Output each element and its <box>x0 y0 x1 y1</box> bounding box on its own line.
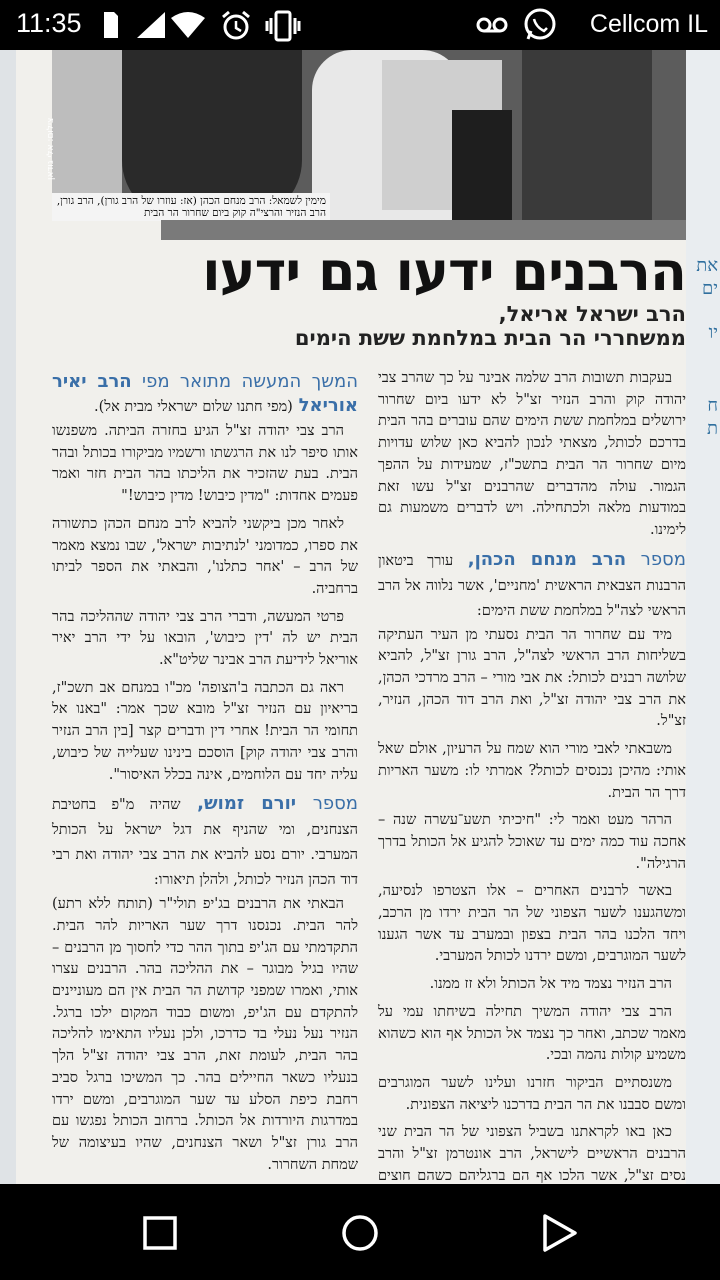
newspaper-page <box>16 50 686 1184</box>
voicemail-icon <box>476 15 508 35</box>
home-button[interactable] <box>335 1208 385 1258</box>
adjacent-page-edge: את ים יו ח ת <box>686 50 720 1184</box>
paragraph: ראה גם הכתבה ב'הצופה' מכ"ו במנחם אב תשכ"ז, בריאיון עם הנזיר זצ"ל מובא שכך אמר: "באנו אל תחומי הר הבית! אחרי דין ודברים קצר [בין הרב הנזיר והרב צבי יהודה קוק] הוסכם בינינו שעלייה של כיבוש, עליה יחד עם הלוחמים, אינה בכלל האיסור". <box>52 679 358 783</box>
article-headline: הרבנים ידעו גם ידעו <box>202 240 686 303</box>
status-bar <box>0 0 720 50</box>
signal-icon <box>135 10 167 40</box>
paragraph: הרב צבי יהודה המשיך תחילה בשיחתו עמי על מאמר שכתב, ואחר כך נצמד אל הכותל אף הוא כשהוא משמיע קולות נהמה ובכי. <box>378 1003 686 1064</box>
paragraph: פרטי המעשה, ודברי הרב צבי יהודה שההליכה בהר הבית יש לה 'דין כיבוש', הובאו על ידי הרב יאיר אוריאל לידיעת הרב אבינר שליט"א. <box>52 608 358 669</box>
clock: 11:35 <box>16 8 82 38</box>
paragraph: הרב הנזיר נצמד מיד אל הכותל ולא זז ממנו. <box>429 976 672 993</box>
wifi-icon <box>170 10 206 40</box>
vibrate-icon <box>264 10 302 42</box>
paragraph: הבאתי את הרבנים בג'יפ תולי"ר (תותח ללא רתע) להר הבית. נכנסנו דרך שער האריות להר הבית. התקדמתי עם הג'יפ בתוך ההר כדי לחסוך מן הרבנים – שהיו בגיל מבוגר – את ההליכה בהר. הרבנים עצרו אותי, ואמרו שמפני קדושת הר הבית אין הם מעוניינים להתקדם עם הג'יפ, ומשום כבוד המקום ילכו ברגל. הנזיר נעל נעלי בד כדרכו, ולכן נעליו התאימו להליכה בהר הבית, לעומת זאת, הרב צבי יהודה זצ"ל הלך בנעליו כשאר החיילים בהר. כך המשיכו ברגל סביב רחבת כיפת הסלע עד שער המוגרבים, ומשם ירדו במדרגות היורדות אל הכותל. ברחוב הכותל נפגשו עם הרב גורן זצ"ל ושאר הצנחנים, שהיו בעיצומה של שמחת השחרור. <box>52 896 358 1173</box>
headline-divider <box>161 220 686 240</box>
paragraph: מיד עם שחרור הר הבית נסעתי מן העיר העתיקה בשליחות הרב הראשי לצה"ל, הרב גורן זצ"ל, להביא שלושה רבנים לכותל: את אבי מורי – הרב מרדכי הכהן, את הרב צבי יהודה זצ"ל, ואת הרב דוד הכהן, הנזיר, זצ"ל. <box>378 626 686 730</box>
article-column-left <box>52 368 358 1182</box>
paragraph: הרב צבי יהודה זצ"ל הגיע בחזרה הביתה. משפנשו אותו סיפר לנו את הרגשתו ורשמיו מביקורו בכותל ובהר הבית. בעת שהזכיר את הליכתו בהר הבית חזר ואמר פעמים אחדות: "מדין כיבוש! מדין כיבוש!" <box>52 423 358 505</box>
byline-author: הרב ישראל אריאל, <box>498 302 686 326</box>
paragraph: הרהר מעט ואמר לי: "חיכיתי תשע־עשרה שנה – אחכה עוד כמה ימים עד שאוכל להגיע אל הכותל בדרך הרגילה". <box>378 812 686 872</box>
photo-caption: מימין לשמאל: הרב מנחם הכהן (אז: עוזרו של הרב גורן), הרב גורן, הרב הנזיר והרצי"ה קוק ביום שחרור הר הבית <box>52 193 330 221</box>
paragraph: משבאתי לאבי מורי הוא שמח על הרעיון, אולם שאל אותי: מהיכן נכנסים לכותל? אמרתי לו: משער האריות דרך הר הבית. <box>378 741 686 801</box>
paragraph: באשר לרבנים האחרים – אלו הצטרפו לנסיעה, ומשהגענו לשער הצפוני של הר הבית ירדו מן הרכב, ויחד הלכנו בהר הבית בצפון ובמערב עד אשר הגענו לשער המוגרבים, ומשם ירדנו לכותל המערבי. <box>378 883 686 965</box>
paragraph: לאחר מכן ביקשני להביא לרב מנחם הכהן כתשורה את ספרו, כמדומני 'לנתיבות ישראל', שבו נמצא מאמר של הרב – 'אחר כתלנו', והבאתי את הספר לביתו ברחביה. <box>52 515 358 597</box>
whatsapp-icon <box>522 7 558 43</box>
alarm-icon <box>220 10 252 42</box>
navigation-bar <box>0 1184 720 1280</box>
sd-card-icon <box>100 10 120 40</box>
section-heading: מספר הרב מנחם הכהן, עורך ביטאון הרבנות הצבאית הראשית 'מחניים', אשר נלווה אל הרב הראשי לצה"ל במלחמת ששת הימים: <box>378 548 686 619</box>
section-heading: המשך המעשה מתואר מפי הרב יאיר אוריאל (מפי חתנו שלום ישראלי מבית אל). <box>52 371 358 416</box>
section-heading: מספר יורם זמוש, שהיה מ"פ בחטיבת הצנחנים, ומי שהניף את דגל ישראל על הכותל המערבי. יורם נסע להביא את הרב צבי יהודה ואת רבי דוד הכהן הנזיר לכותל, ולהלן תיאורו: <box>52 793 358 889</box>
recents-button[interactable] <box>135 1208 185 1258</box>
byline-description: ממשחררי הר הבית במלחמת ששת הימים <box>294 326 686 350</box>
article-column-right <box>378 368 686 1215</box>
back-button[interactable] <box>535 1208 585 1258</box>
carrier-name: Cellcom IL <box>589 10 708 38</box>
paragraph: בעקבות תשובות הרב שלמה אבינר על כך שהרב צבי יהודה קוק והרב הנזיר זצ"ל לא ידעו ביום שחרור ירושלים במלחמת ששת הימים שהם עוברים בהר הבית בדרכם לכותל, מצאתי לנכון להביא כאן שלוש עדויות מיום שחרור הר הבית בתשכ"ז, שמעידות על ההפך הגמור. עולה מהדברים שהרבנים זצ"ל עשו זאת במודעות מלאה ולכתחילה. ויש לדברים משמעות גם לימינו. <box>378 370 686 538</box>
photo-credit: צילום: אלי גודאן <box>46 117 56 180</box>
paragraph: משנסתיים הביקור חזרנו ועלינו לשער המוגרבים ומשם סבבנו את הר הבית בדרכנו ליציאה הצפונית. <box>378 1074 686 1113</box>
paragraph: כאן באו לקראתנו בשביל הצפוני של הר הבית שני הרבנים הראשיים לישראל, הרב אונטרמן זצ"ל והרב נסים זצ"ל, אשר הלכו אף הם ברגליהם כשהם חוצים <box>378 1124 686 1184</box>
image-viewer[interactable] <box>0 50 720 1184</box>
